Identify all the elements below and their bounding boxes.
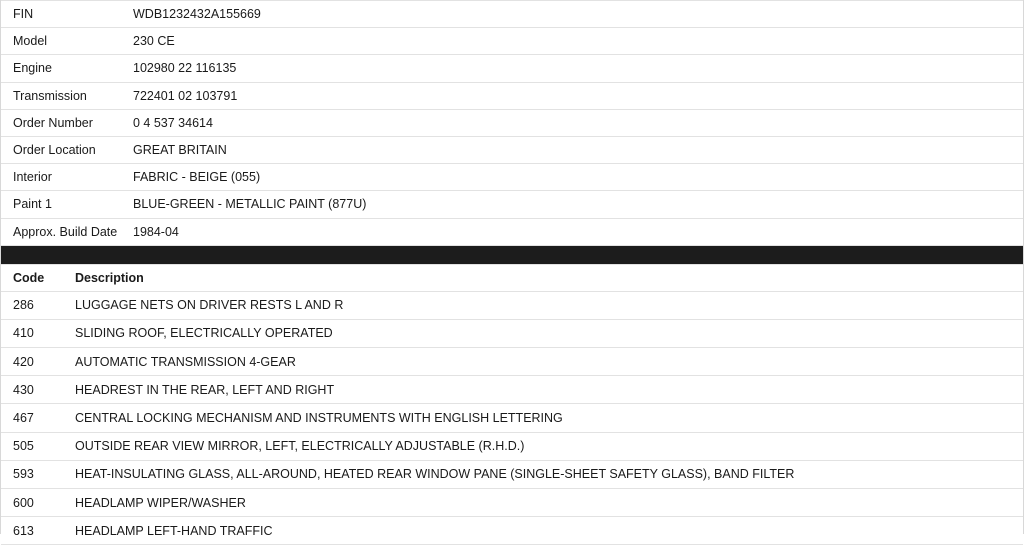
table-row	[1, 517, 1023, 545]
detail-value: 230 CE	[133, 28, 1023, 55]
table-row	[1, 1, 1023, 28]
detail-value: GREAT BRITAIN	[133, 136, 1023, 163]
table-row	[1, 191, 1023, 218]
options-table-body	[1, 291, 1023, 545]
detail-label: Approx. Build Date	[1, 218, 133, 245]
detail-value: 1984-04	[133, 218, 1023, 245]
option-code: 467	[1, 404, 63, 432]
table-row	[1, 55, 1023, 82]
options-table	[1, 264, 1023, 545]
option-description: LUGGAGE NETS ON DRIVER RESTS L AND R	[63, 291, 1023, 319]
section-divider	[1, 246, 1023, 264]
detail-label: Model	[1, 28, 133, 55]
detail-value: 102980 22 116135	[133, 55, 1023, 82]
detail-value: BLUE-GREEN - METALLIC PAINT (877U)	[133, 191, 1023, 218]
table-row	[1, 164, 1023, 191]
option-code: 613	[1, 517, 63, 545]
table-row	[1, 82, 1023, 109]
option-description: AUTOMATIC TRANSMISSION 4-GEAR	[63, 348, 1023, 376]
option-description: HEADLAMP LEFT-HAND TRAFFIC	[63, 517, 1023, 545]
vehicle-details-body	[1, 1, 1023, 246]
option-code: 600	[1, 489, 63, 517]
table-row	[1, 319, 1023, 347]
option-description: CENTRAL LOCKING MECHANISM AND INSTRUMENTS WITH ENGLISH LETTERING	[63, 404, 1023, 432]
option-code: 286	[1, 291, 63, 319]
detail-label: Engine	[1, 55, 133, 82]
table-row	[1, 460, 1023, 488]
detail-value: 0 4 537 34614	[133, 109, 1023, 136]
detail-label: Order Number	[1, 109, 133, 136]
option-description: HEADLAMP WIPER/WASHER	[63, 489, 1023, 517]
column-header-code: Code	[1, 264, 63, 291]
option-description: HEAT-INSULATING GLASS, ALL-AROUND, HEATED REAR WINDOW PANE (SINGLE-SHEET SAFETY GLASS), BAND FILTER	[63, 460, 1023, 488]
detail-label: Paint 1	[1, 191, 133, 218]
option-code: 430	[1, 376, 63, 404]
option-code: 410	[1, 319, 63, 347]
detail-label: Interior	[1, 164, 133, 191]
table-row	[1, 404, 1023, 432]
option-code: 505	[1, 432, 63, 460]
table-row	[1, 28, 1023, 55]
detail-value: 722401 02 103791	[133, 82, 1023, 109]
table-row	[1, 489, 1023, 517]
detail-label: Transmission	[1, 82, 133, 109]
option-description: SLIDING ROOF, ELECTRICALLY OPERATED	[63, 319, 1023, 347]
options-section	[1, 264, 1023, 545]
table-row	[1, 348, 1023, 376]
detail-label: FIN	[1, 1, 133, 28]
option-code: 420	[1, 348, 63, 376]
detail-value: FABRIC - BEIGE (055)	[133, 164, 1023, 191]
column-header-description: Description	[63, 264, 1023, 291]
table-row	[1, 218, 1023, 245]
table-header-row	[1, 264, 1023, 291]
detail-value: WDB1232432A155669	[133, 1, 1023, 28]
vehicle-details-table	[1, 0, 1023, 246]
table-row	[1, 432, 1023, 460]
table-row	[1, 376, 1023, 404]
detail-label: Order Location	[1, 136, 133, 163]
option-code: 593	[1, 460, 63, 488]
table-row	[1, 136, 1023, 163]
option-description: OUTSIDE REAR VIEW MIRROR, LEFT, ELECTRICALLY ADJUSTABLE (R.H.D.)	[63, 432, 1023, 460]
table-row	[1, 109, 1023, 136]
table-row	[1, 291, 1023, 319]
option-description: HEADREST IN THE REAR, LEFT AND RIGHT	[63, 376, 1023, 404]
options-table-head	[1, 264, 1023, 291]
